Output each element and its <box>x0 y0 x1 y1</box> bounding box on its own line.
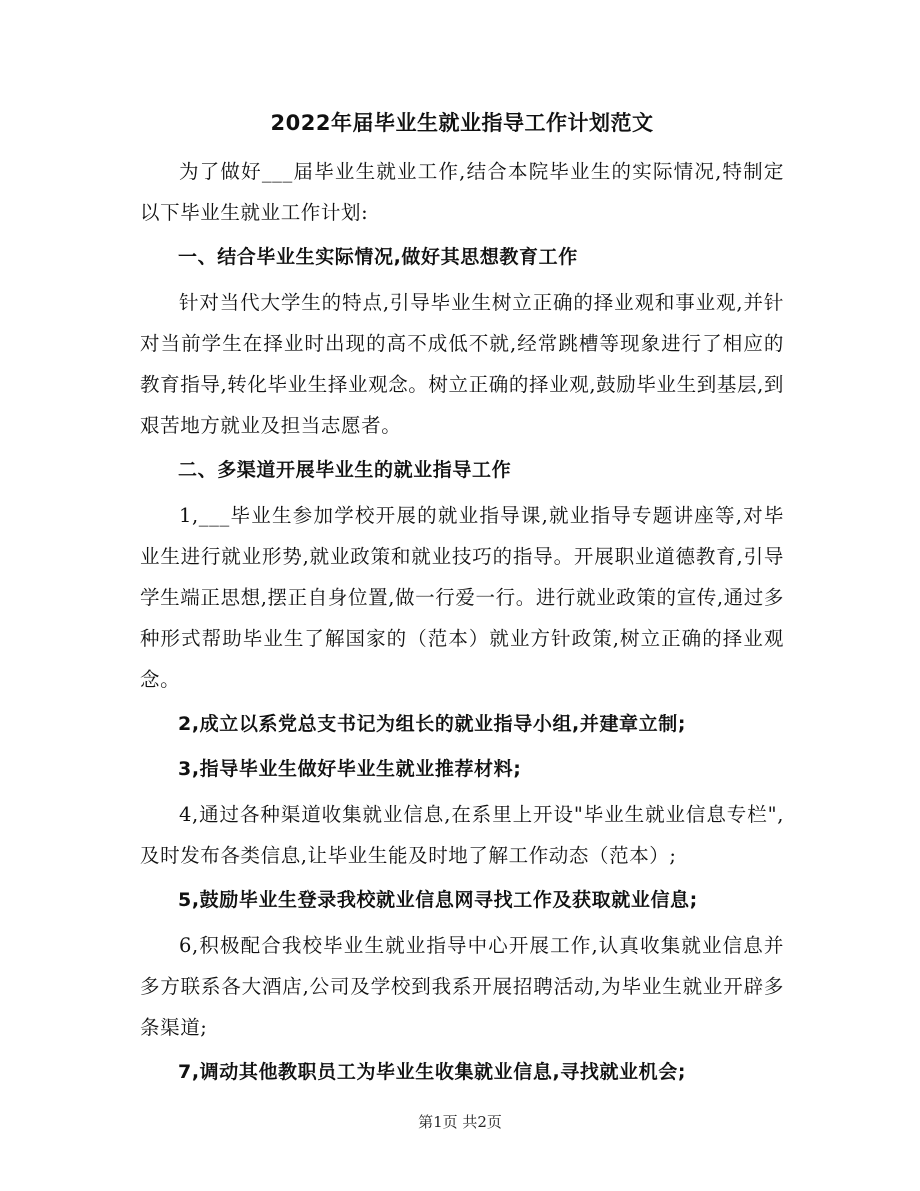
paragraph-item-4: 4,通过各种渠道收集就业信息,在系里上开设"毕业生就业信息专栏",及时发布各类信息,让毕业生能及时地了解工作动态（范本）; <box>140 803 784 867</box>
document-title: 2022年届毕业生就业指导工作计划范文 <box>270 111 654 135</box>
paragraph-item-7: 7,调动其他教职员工为毕业生收集就业信息,寻找就业机会; <box>178 1061 687 1083</box>
paragraph-section-1: 针对当代大学生的特点,引导毕业生树立正确的择业观和事业观,并针对当前学生在择业时出现的高不成低不就,经常跳槽等现象进行了相应的教育指导,转化毕业生择业观念。树立正确的择业观,鼓励毕业生到基层,到艰苦地方就业及担当志愿者。 <box>140 291 784 437</box>
paragraph-item-5: 5,鼓励毕业生登录我校就业信息网寻找工作及获取就业信息; <box>178 889 698 911</box>
paragraph-item-6: 6,积极配合我校毕业生就业指导中心开展工作,认真收集就业信息并多方联系各大酒店,公司及学校到我系开展招聘活动,为毕业生就业开辟多条渠道; <box>140 934 784 1039</box>
paragraph-item-1: 1,___毕业生参加学校开展的就业指导课,就业指导专题讲座等,对毕业生进行就业形势,就业政策和就业技巧的指导。开展职业道德教育,引导学生端正思想,摆正自身位置,做一行爱一行。进行就业政策的宣传,通过多种形式帮助毕业生了解国家的（范本）就业方针政策,树立正确的择业观念。 <box>140 504 784 691</box>
paragraph-item-2: 2,成立以系党总支书记为组长的就业指导小组,并建章立制; <box>178 713 687 735</box>
page-footer: 第1页 共2页 <box>418 1113 502 1131</box>
heading-section-1: 一、结合毕业生实际情况,做好其思想教育工作 <box>178 246 578 268</box>
heading-section-2: 二、多渠道开展毕业生的就业指导工作 <box>178 459 512 481</box>
paragraph-item-3: 3,指导毕业生做好毕业生就业推荐材料; <box>178 758 522 780</box>
paragraph-intro: 为了做好___届毕业生就业工作,结合本院毕业生的实际情况,特制定以下毕业生就业工作计划: <box>140 160 784 224</box>
